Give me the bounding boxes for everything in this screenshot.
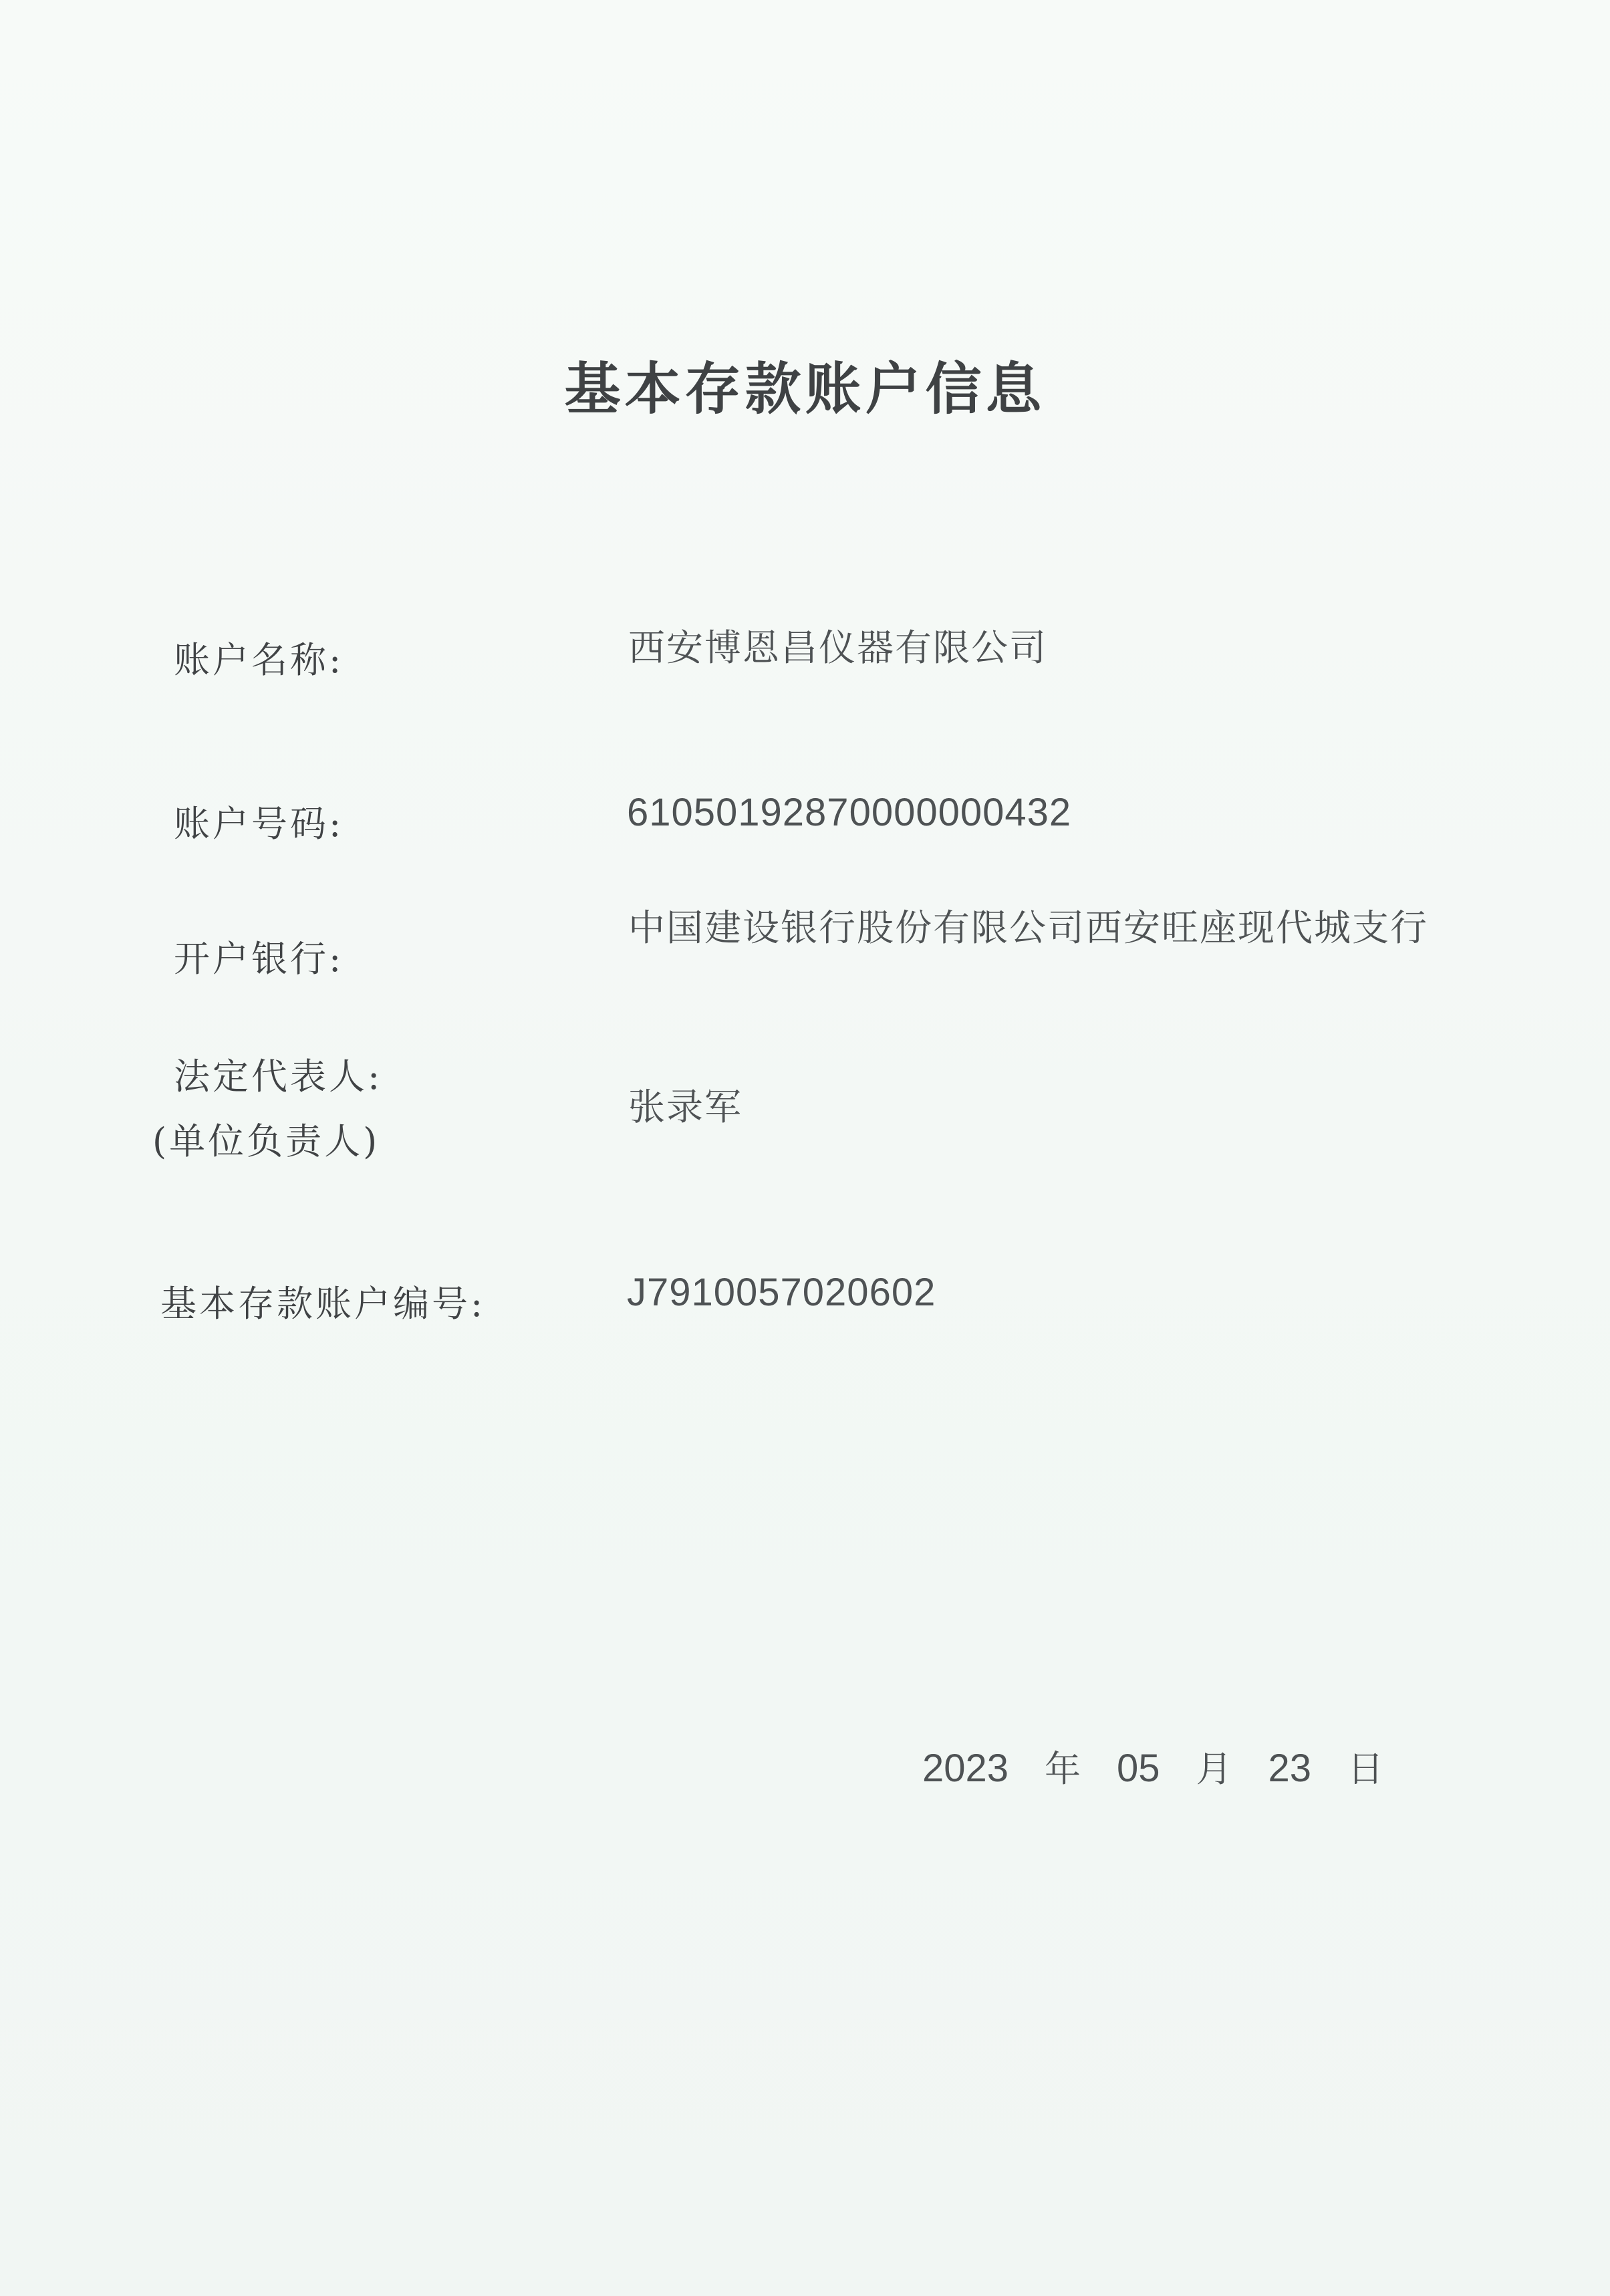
- bank-label: 开户银行:: [174, 938, 344, 980]
- date-year-unit: 年: [1045, 1748, 1081, 1790]
- basic-account-id-value: J7910057020602: [627, 1271, 936, 1314]
- date-month-unit: 月: [1196, 1748, 1232, 1790]
- date-month: 05: [1117, 1747, 1160, 1790]
- bank-value: 中国建设银行股份有限公司西安旺座现代城支行: [628, 906, 1429, 949]
- legal-representative-value: 张录军: [628, 1086, 743, 1128]
- account-name-label: 账户名称:: [174, 639, 344, 681]
- date-year: 2023: [922, 1747, 1009, 1790]
- date-day: 23: [1268, 1747, 1312, 1790]
- account-number-label: 账户号码:: [174, 803, 344, 845]
- document-title: 基本存款账户信息: [564, 356, 1046, 422]
- issue-date: [922, 1741, 1383, 1792]
- account-number-value: 61050192870000000432: [627, 791, 1072, 834]
- basic-account-id-label: 基本存款账户编号:: [160, 1283, 486, 1325]
- account-name-value: 西安博恩昌仪器有限公司: [628, 626, 1048, 669]
- date-day-unit: 日: [1347, 1748, 1384, 1790]
- legal-representative-sublabel: (单位负责人): [152, 1120, 380, 1162]
- legal-representative-label: 法定代表人:: [174, 1055, 383, 1098]
